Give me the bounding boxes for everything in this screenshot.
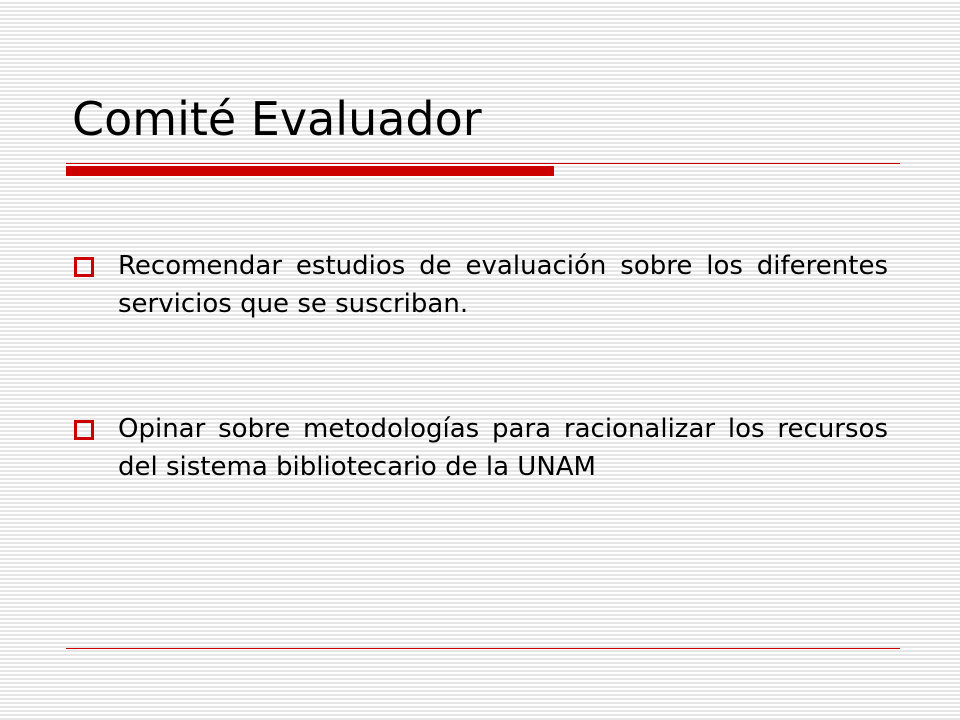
bullet-item bbox=[72, 410, 888, 486]
bullet-text: Recomendar estudios de evaluación sobre los diferentes servicios que se suscriban. bbox=[118, 251, 888, 319]
footer-rule bbox=[66, 648, 900, 649]
title-underline-thin bbox=[66, 163, 900, 164]
slide-title: Comité Evaluador bbox=[72, 92, 482, 146]
bullet-list bbox=[72, 247, 888, 573]
hollow-square-bullet-icon bbox=[74, 257, 94, 277]
bullet-item bbox=[72, 247, 888, 323]
hollow-square-bullet-icon bbox=[74, 420, 94, 440]
bullet-text: Opinar sobre metodologías para racionalizar los recursos del sistema bibliotecario de la UNAM bbox=[118, 414, 888, 482]
title-underline-thick bbox=[66, 166, 554, 176]
